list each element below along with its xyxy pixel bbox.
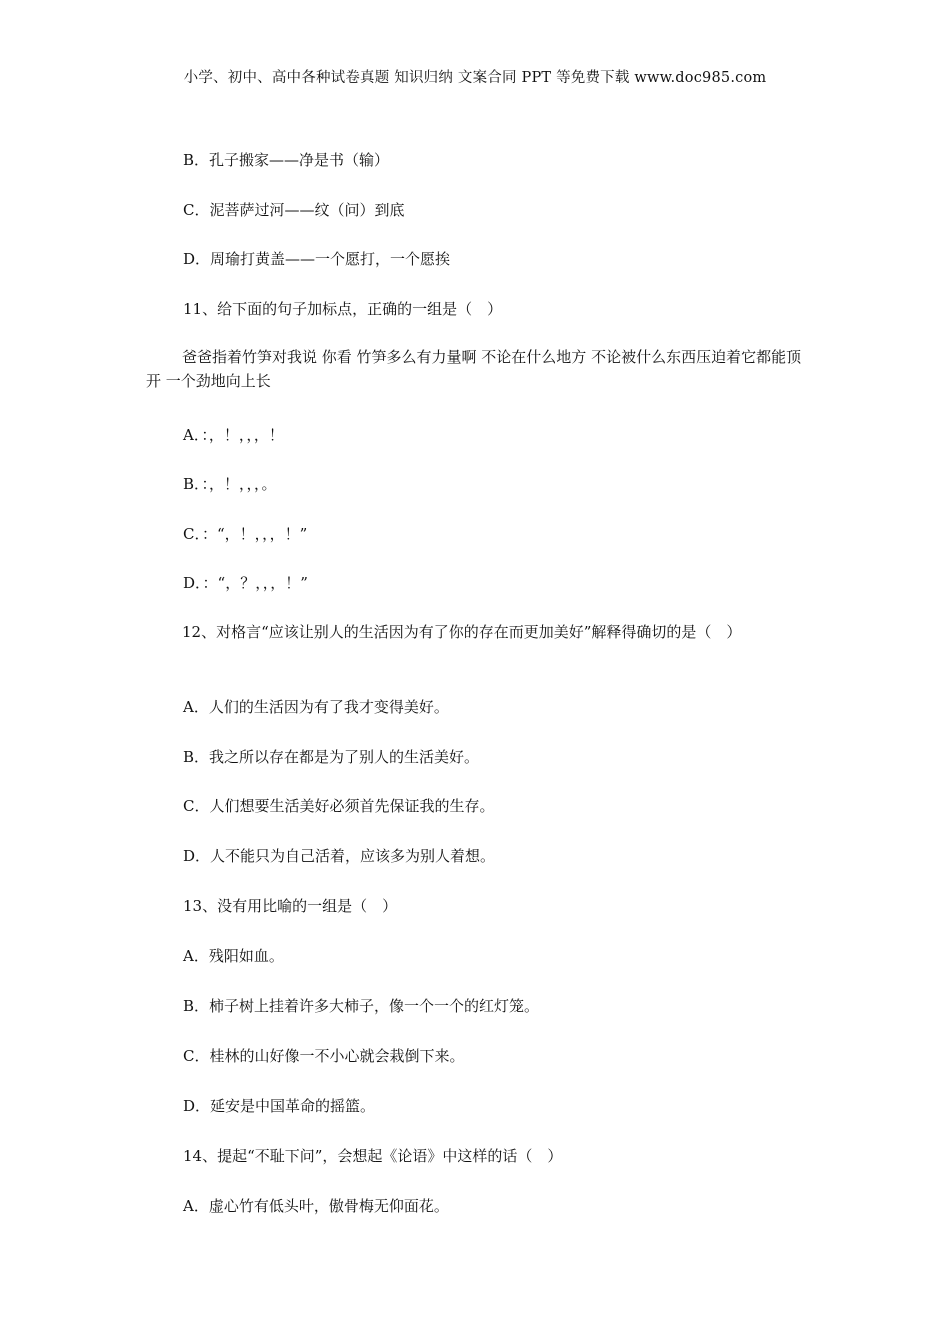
q11-sentence: 爸爸指着竹笋对我说 你看 竹笋多么有力量啊 不论在什么地方 不论被什么东西压迫着它都能顶开 一个劲地向上长 [146, 348, 802, 390]
q11-stem: 11、给下面的句子加标点，正确的一组是（ ） [183, 300, 503, 318]
q12-option-b: B．我之所以存在都是为了别人的生活美好。 [183, 748, 480, 766]
q11-option-a: A．：，！，，，！ [183, 426, 284, 444]
q12-option-a: A．人们的生活因为有了我才变得美好。 [183, 698, 449, 716]
q13-stem: 13、没有用比喻的一组是（ ） [183, 897, 398, 915]
q11-option-d: D．：“，？，，，！” [183, 574, 308, 592]
q14-option-a: A．虚心竹有低头叶，傲骨梅无仰面花。 [183, 1197, 449, 1215]
q10-option-d: D．周瑜打黄盖——一个愿打，一个愿挨 [183, 250, 451, 268]
q11-option-b: B．：，！，，，。 [183, 475, 277, 493]
q12-option-c: C．人们想要生活美好必须首先保证我的生存。 [183, 797, 495, 815]
q13-option-a: A．残阳如血。 [183, 947, 284, 965]
q12-option-d: D．人不能只为自己活着，应该多为别人着想。 [183, 847, 496, 865]
q13-option-b: B．柿子树上挂着许多大柿子，像一个一个的红灯笼。 [183, 997, 540, 1015]
q11-option-c: C．：“，！，，，！” [183, 525, 308, 543]
q12-stem: 12、对格言“应该让别人的生活因为有了你的存在而更加美好”解释得确切的是（ ） [182, 623, 742, 641]
page-header: 小学、初中、高中各种试卷真题 知识归纳 文案合同 PPT 等免费下载 www.doc985.com [183, 70, 767, 86]
q13-option-d: D．延安是中国革命的摇篮。 [183, 1097, 376, 1115]
q10-option-b: B．孔子搬家——净是书（输） [183, 151, 390, 169]
q10-option-c: C．泥菩萨过河——纹（问）到底 [183, 201, 405, 219]
q13-option-c: C．桂林的山好像一不小心就会栽倒下来。 [183, 1047, 465, 1065]
q14-stem: 14、提起“不耻下问”，会想起《论语》中这样的话（ ） [183, 1147, 563, 1165]
